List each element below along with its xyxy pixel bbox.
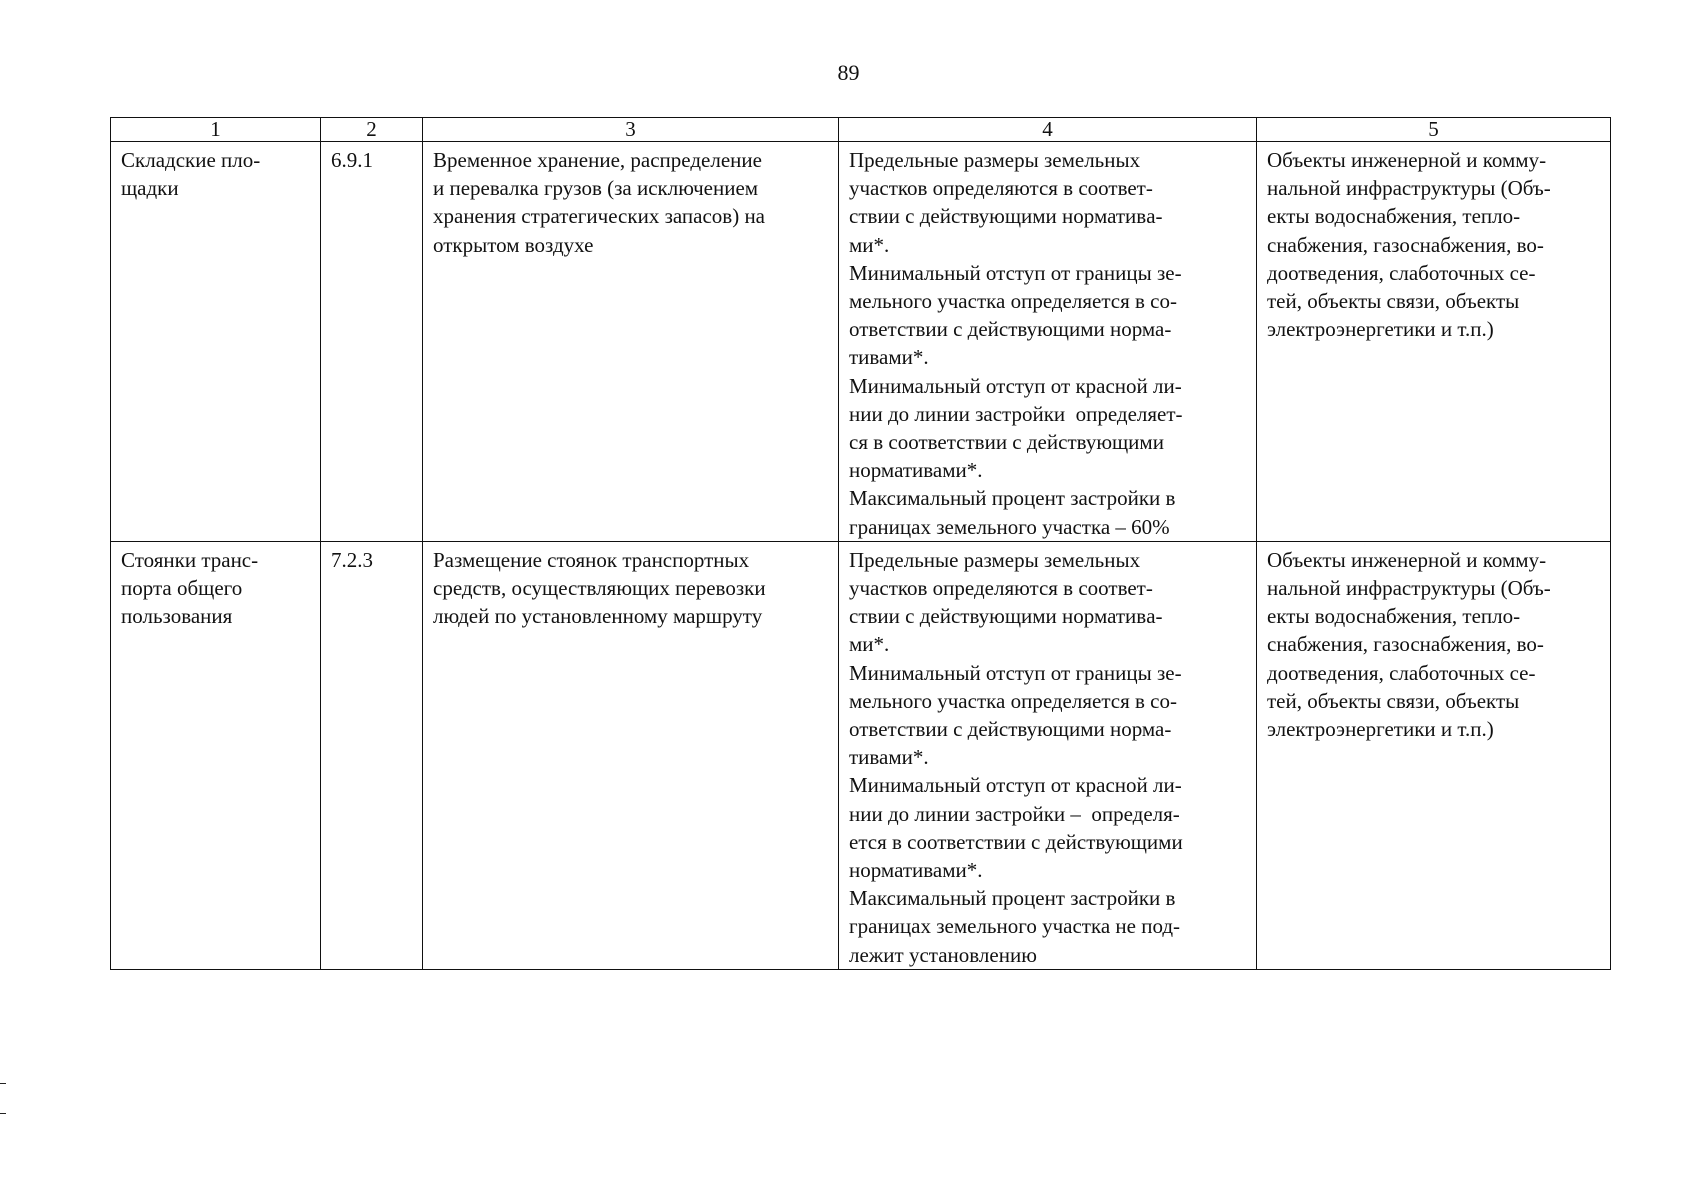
cell-text-line: Максимальный процент застройки в: [849, 486, 1176, 511]
use-description-cell: [423, 142, 839, 542]
cell-text-line: электроэнергетики и т.п.): [1267, 717, 1494, 742]
use-code-cell: [321, 541, 423, 969]
cell-text-line: пользования: [121, 604, 233, 629]
cell-text-line: границах земельного участка – 60%: [849, 514, 1170, 539]
cell-text-line: ся в соответствии с действующими: [849, 430, 1164, 455]
cell-text-line: ствии с действующими нормативa-: [849, 204, 1163, 229]
cell-text-line: тей, объекты связи, объекты: [1267, 289, 1520, 314]
cell-text-line: Минимальный отступ от границы зе-: [849, 260, 1182, 285]
cell-text-line: Минимальный отступ от красной ли-: [849, 373, 1182, 398]
cell-text-line: Временное хранение, распределение: [433, 148, 762, 172]
cell-text-line: Предельные размеры земельных: [849, 547, 1141, 572]
column-header-1: 1: [111, 118, 321, 142]
cell-text-line: границах земельного участка не под-: [849, 914, 1181, 939]
margin-tick: [0, 1113, 6, 1114]
cell-text-line: Складские пло-: [121, 148, 261, 172]
cell-text-line: ответствии с действующими норма-: [849, 717, 1172, 742]
cell-text-line: Объекты инженерной и комму-: [1267, 148, 1547, 172]
cell-text-line: ствии с действующими нормативa-: [849, 604, 1163, 629]
cell-text-line: ми*.: [849, 632, 890, 657]
cell-text-line: снабжения, газоснабжения, во-: [1267, 632, 1544, 657]
header-row: [111, 118, 1611, 142]
cell-text-line: щадки: [121, 176, 179, 201]
parameters-cell: [839, 142, 1257, 542]
cell-text-line: нии до линии застройки определяет-: [849, 401, 1183, 426]
cell-text-line: тивами*.: [849, 345, 929, 370]
column-header-3: 3: [423, 118, 839, 142]
column-header-4: 4: [839, 118, 1257, 142]
cell-text-line: доотведения, слаботочных се-: [1267, 260, 1536, 285]
cell-text-line: 6.9.1: [331, 148, 373, 172]
cell-text-line: нормативами*.: [849, 858, 983, 883]
use-code-cell: [321, 142, 423, 542]
cell-text-line: Размещение стоянок транспортных: [433, 547, 750, 572]
cell-text-line: нии до линии застройки – определя-: [849, 801, 1180, 826]
cell-text-line: хранения стратегических запасов) на: [433, 204, 766, 229]
cell-text-line: порта общего: [121, 576, 243, 601]
cell-text-line: мельного участка определяется в со-: [849, 289, 1177, 314]
use-name-cell: [111, 541, 321, 969]
cell-text-line: Стоянки транс-: [121, 547, 259, 572]
cell-text-line: тивами*.: [849, 745, 929, 770]
cell-text-line: участков определяются в соответ-: [849, 176, 1153, 201]
cell-text-line: снабжения, газоснабжения, во-: [1267, 232, 1544, 257]
table-row: [111, 142, 1611, 542]
cell-text-line: электроэнергетики и т.п.): [1267, 317, 1494, 342]
cell-text-line: нальной инфраструктуры (Объ-: [1267, 576, 1551, 601]
cell-text-line: доотведения, слаботочных се-: [1267, 660, 1536, 685]
cell-text-line: открытом воздухе: [433, 232, 594, 257]
auxiliary-objects-cell: [1257, 142, 1611, 542]
cell-text-line: участков определяются в соответ-: [849, 576, 1153, 601]
cell-text-line: и перевалка грузов (за исключением: [433, 176, 759, 201]
cell-text-line: екты водоснабжения, тепло-: [1267, 604, 1521, 629]
cell-text-line: ется в соответствии с действующими: [849, 829, 1183, 854]
cell-text-line: Минимальный отступ от границы зе-: [849, 660, 1182, 685]
parameters-cell: [839, 541, 1257, 969]
table-row: [111, 541, 1611, 969]
cell-text-line: мельного участка определяется в со-: [849, 688, 1177, 713]
column-header-5: 5: [1257, 118, 1611, 142]
zoning-table: [110, 117, 1611, 970]
cell-text-line: тей, объекты связи, объекты: [1267, 688, 1520, 713]
cell-text-line: ответствии с действующими норма-: [849, 317, 1172, 342]
cell-text-line: Максимальный процент застройки в: [849, 886, 1176, 911]
cell-text-line: Предельные размеры земельных: [849, 148, 1141, 172]
cell-text-line: людей по установленному маршруту: [433, 604, 763, 629]
cell-text-line: 7.2.3: [331, 547, 373, 572]
use-description-cell: [423, 541, 839, 969]
page-number: 89: [837, 60, 860, 85]
cell-text-line: нальной инфраструктуры (Объ-: [1267, 176, 1551, 201]
margin-tick: [0, 1083, 6, 1084]
auxiliary-objects-cell: [1257, 541, 1611, 969]
cell-text-line: ми*.: [849, 232, 890, 257]
cell-text-line: нормативами*.: [849, 458, 983, 483]
cell-text-line: екты водоснабжения, тепло-: [1267, 204, 1521, 229]
use-name-cell: [111, 142, 321, 542]
column-header-2: 2: [321, 118, 423, 142]
cell-text-line: лежит установлению: [849, 942, 1037, 967]
cell-text-line: Объекты инженерной и комму-: [1267, 547, 1547, 572]
cell-text-line: средств, осуществляющих перевозки: [433, 576, 766, 601]
cell-text-line: Минимальный отступ от красной ли-: [849, 773, 1182, 798]
